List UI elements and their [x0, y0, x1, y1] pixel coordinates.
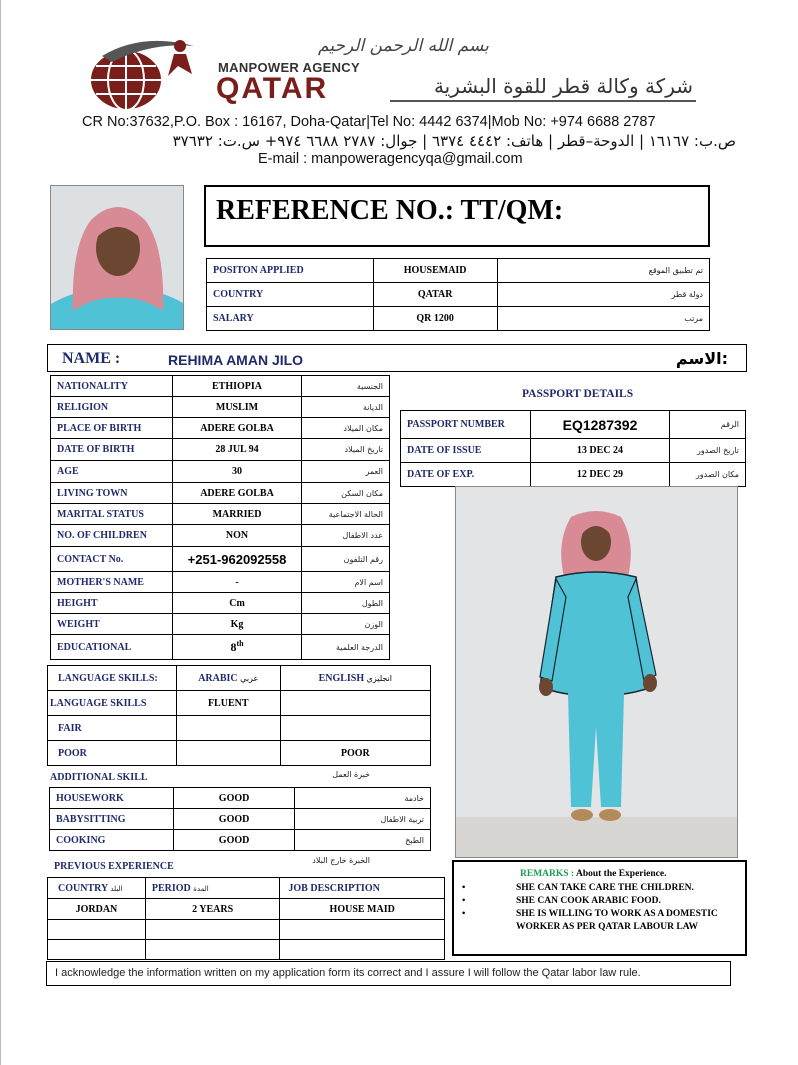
date-of-expiry-value: 12 DEC 29: [530, 463, 669, 487]
religion-value: MUSLIM: [172, 397, 302, 418]
table-row: [51, 593, 390, 614]
name-label: NAME :: [62, 350, 121, 367]
position-table: [206, 258, 710, 331]
mothers-name-value: -: [172, 572, 302, 593]
full-body-illustration: [456, 487, 738, 858]
weight-label: WEIGHT: [51, 614, 173, 635]
cooking-label: COOKING: [50, 830, 174, 851]
empty-cell: [280, 920, 445, 940]
height-arabic: الطول: [302, 593, 390, 614]
table-row: [51, 614, 390, 635]
acknowledgement-text: I acknowledge the information written on my application form its correct and I assure I will follow the Qatar labor law rule.: [55, 967, 641, 979]
acknowledgement-box: [46, 961, 731, 986]
education-arabic: الدرجة العلمية: [302, 635, 390, 660]
agency-arabic-name: شركة وكالة قطر للقوة البشرية: [433, 74, 693, 98]
period-header-ar: المدة: [193, 884, 209, 893]
table-row: [51, 504, 390, 525]
education-grade: 8: [230, 640, 237, 654]
marital-status-value: MARRIED: [172, 504, 302, 525]
babysitting-label: BABYSITTING: [50, 809, 174, 830]
agency-logo-icon: [82, 36, 210, 116]
marital-status-label: MARITAL STATUS: [51, 504, 173, 525]
fair-arabic: [176, 716, 280, 741]
experience-period: 2 YEARS: [145, 899, 280, 920]
mothers-name-arabic: اسم الام: [302, 572, 390, 593]
reference-label: REFERENCE NO.: TT/QM:: [216, 195, 564, 226]
table-row: [48, 716, 431, 741]
country-value: QATAR: [373, 283, 497, 307]
english-header-ar: انجليزي: [366, 673, 392, 683]
religion-label: RELIGION: [51, 397, 173, 418]
poor-english: POOR: [280, 741, 430, 766]
period-header: [145, 878, 280, 899]
list-item: [462, 882, 742, 895]
place-of-birth-value: ADERE GOLBA: [172, 418, 302, 439]
name-bar: [47, 344, 747, 372]
header-underline: [390, 100, 696, 102]
country-header: [48, 878, 146, 899]
living-town-label: LIVING TOWN: [51, 483, 173, 504]
housework-arabic: خادمة: [295, 788, 431, 809]
list-item: [462, 908, 742, 934]
remark-text: SHE CAN COOK ARABIC FOOD.: [516, 896, 661, 906]
passport-number-value: EQ1287392: [530, 411, 669, 439]
fair-english: [280, 716, 430, 741]
reference-box: [204, 185, 710, 247]
table-row: [401, 411, 746, 439]
housework-value: GOOD: [173, 788, 295, 809]
place-of-birth-arabic: مكان الميلاد: [302, 418, 390, 439]
children-arabic: عدد الاطفال: [302, 525, 390, 547]
country-header-en: COUNTRY: [58, 882, 108, 894]
babysitting-arabic: تربية الاطفال: [295, 809, 431, 830]
job-description-header: JOB DESCRIPTION: [280, 878, 445, 899]
table-row: [48, 878, 445, 899]
bullet-icon: •: [462, 896, 466, 906]
bismillah-calligraphy: بسم الله الرحمن الرحيم: [318, 36, 489, 56]
table-row: [207, 283, 710, 307]
cooking-value: GOOD: [173, 830, 295, 851]
nationality-arabic: الجنسية: [302, 376, 390, 397]
age-label: AGE: [51, 461, 173, 483]
table-row: [48, 940, 445, 960]
page-edge: [0, 0, 1, 1065]
email-line: E-mail : manpoweragencyqa@gmail.com: [258, 151, 523, 167]
additional-skill-arabic: خبرة العمل: [332, 770, 370, 779]
date-of-expiry-label: DATE OF EXP.: [401, 463, 531, 487]
table-row: [51, 376, 390, 397]
passport-number-label: PASSPORT NUMBER: [401, 411, 531, 439]
period-header-en: PERIOD: [151, 882, 191, 894]
table-row: [51, 461, 390, 483]
salary-value: QR 1200: [373, 307, 497, 331]
contact-arabic: رقم التلفون: [302, 547, 390, 572]
previous-experience-arabic: الخبرة خارج البلاد: [312, 856, 370, 865]
poor-arabic: [176, 741, 280, 766]
remarks-box: [452, 860, 747, 956]
language-header-label: LANGUAGE SKILLS:: [48, 666, 177, 691]
full-body-photo: [455, 486, 738, 858]
table-row: [51, 439, 390, 461]
date-of-expiry-arabic: مكان الصدور: [670, 463, 746, 487]
living-town-value: ADERE GOLBA: [172, 483, 302, 504]
language-skills-table: [47, 665, 431, 766]
english-header-en: ENGLISH: [318, 672, 365, 684]
list-item: [462, 895, 742, 908]
previous-experience-title: PREVIOUS EXPERIENCE: [54, 861, 174, 872]
arabic-level: FLUENT: [176, 691, 280, 716]
contact-line-english: CR No:37632,P.O. Box : 16167, Doha-Qatar|Tel No: 4442 6374|Mob No: +974 6688 2787: [82, 114, 656, 130]
remark-text: SHE CAN TAKE CARE THE CHILDREN.: [516, 883, 694, 893]
table-row: [48, 691, 431, 716]
remarks-title: [520, 869, 666, 879]
table-row: [51, 547, 390, 572]
country-label: COUNTRY: [207, 283, 374, 307]
salary-arabic: مرتب: [497, 307, 709, 331]
date-of-issue-arabic: تاريخ الصدور: [670, 439, 746, 463]
mothers-name-label: MOTHER'S NAME: [51, 572, 173, 593]
children-value: NON: [172, 525, 302, 547]
experience-job: HOUSE MAID: [280, 899, 445, 920]
arabic-header-en: ARABIC: [198, 672, 238, 684]
table-row: [48, 920, 445, 940]
empty-cell: [145, 920, 280, 940]
english-level: [280, 691, 430, 716]
passport-table: [400, 410, 746, 487]
education-label: EDUCATIONAL: [51, 635, 173, 660]
height-value: Cm: [172, 593, 302, 614]
contact-line-arabic: ص.ب: ١٦١٦٧ | الدوحة–قطر | هاتف: ٤٤٤٢ ٦٣٧٤ | جوال: ٢٧٨٧ ٦٦٨٨ ٩٧٤+ س.ت: ٣٧٦٣٢: [172, 132, 736, 150]
date-of-birth-arabic: تاريخ الميلاد: [302, 439, 390, 461]
personal-details-table: [50, 375, 390, 660]
position-value: HOUSEMAID: [373, 259, 497, 283]
contact-value: +251-962092558: [172, 547, 302, 572]
headshot-photo: [50, 185, 184, 330]
remarks-subtitle: About the Experience.: [575, 869, 667, 879]
table-row: [50, 809, 431, 830]
experience-country: JORDAN: [48, 899, 146, 920]
bullet-icon: •: [462, 909, 466, 919]
table-row: [48, 666, 431, 691]
table-row: [48, 741, 431, 766]
poor-label: POOR: [48, 741, 177, 766]
name-value: REHIMA AMAN JILO: [168, 352, 304, 368]
empty-cell: [280, 940, 445, 960]
bullet-icon: •: [462, 883, 466, 893]
cooking-arabic: الطبخ: [295, 830, 431, 851]
housework-label: HOUSEWORK: [50, 788, 174, 809]
agency-english-label: MANPOWER AGENCY: [218, 60, 360, 75]
place-of-birth-label: PLACE OF BIRTH: [51, 418, 173, 439]
table-row: [48, 899, 445, 920]
country-arabic: دولة قطر: [497, 283, 709, 307]
additional-skill-table: [49, 787, 431, 851]
nationality-label: NATIONALITY: [51, 376, 173, 397]
passport-number-arabic: الرقم: [670, 411, 746, 439]
english-header: [280, 666, 430, 691]
table-row: [51, 483, 390, 504]
babysitting-value: GOOD: [173, 809, 295, 830]
remarks-label: REMARKS :: [520, 869, 575, 879]
date-of-birth-label: DATE OF BIRTH: [51, 439, 173, 461]
position-arabic: تم تطبيق الموقع: [497, 259, 709, 283]
table-row: [401, 439, 746, 463]
experience-table: [47, 877, 445, 960]
nationality-value: ETHIOPIA: [172, 376, 302, 397]
headshot-illustration: [51, 186, 184, 330]
table-row: [51, 525, 390, 547]
agency-name: QATAR: [216, 72, 329, 105]
education-value: [172, 635, 302, 660]
education-suffix: th: [236, 639, 244, 648]
date-of-issue-value: 13 DEC 24: [530, 439, 669, 463]
marital-status-arabic: الحالة الاجتماعية: [302, 504, 390, 525]
children-label: NO. OF CHILDREN: [51, 525, 173, 547]
date-of-issue-label: DATE OF ISSUE: [401, 439, 531, 463]
country-header-ar: البلد: [110, 884, 123, 893]
religion-arabic: الديانة: [302, 397, 390, 418]
age-arabic: العمر: [302, 461, 390, 483]
arabic-header: [176, 666, 280, 691]
table-row: [50, 830, 431, 851]
living-town-arabic: مكان السكن: [302, 483, 390, 504]
empty-cell: [48, 920, 146, 940]
additional-skill-title: ADDITIONAL SKILL: [50, 772, 148, 783]
weight-value: Kg: [172, 614, 302, 635]
table-row: [51, 418, 390, 439]
fair-label: FAIR: [48, 716, 177, 741]
arabic-header-ar: عربي: [240, 673, 259, 683]
height-label: HEIGHT: [51, 593, 173, 614]
age-value: 30: [172, 461, 302, 483]
weight-arabic: الوزن: [302, 614, 390, 635]
position-label: POSITON APPLIED: [207, 259, 374, 283]
table-row: [207, 259, 710, 283]
contact-label: CONTACT No.: [51, 547, 173, 572]
table-row: [51, 635, 390, 660]
table-row: [51, 397, 390, 418]
table-row: [51, 572, 390, 593]
remark-text: SHE IS WILLING TO WORK AS A DOMESTIC WORKER AS PER QATAR LABOUR LAW: [516, 909, 718, 932]
table-row: [401, 463, 746, 487]
empty-cell: [145, 940, 280, 960]
passport-title: PASSPORT DETAILS: [522, 388, 634, 400]
empty-cell: [48, 940, 146, 960]
name-arabic-label: الاسم:: [675, 349, 728, 368]
table-row: [50, 788, 431, 809]
date-of-birth-value: 28 JUL 94: [172, 439, 302, 461]
remarks-list: [462, 882, 742, 934]
language-level-label: LANGUAGE SKILLS: [48, 691, 177, 716]
salary-label: SALARY: [207, 307, 374, 331]
table-row: [207, 307, 710, 331]
